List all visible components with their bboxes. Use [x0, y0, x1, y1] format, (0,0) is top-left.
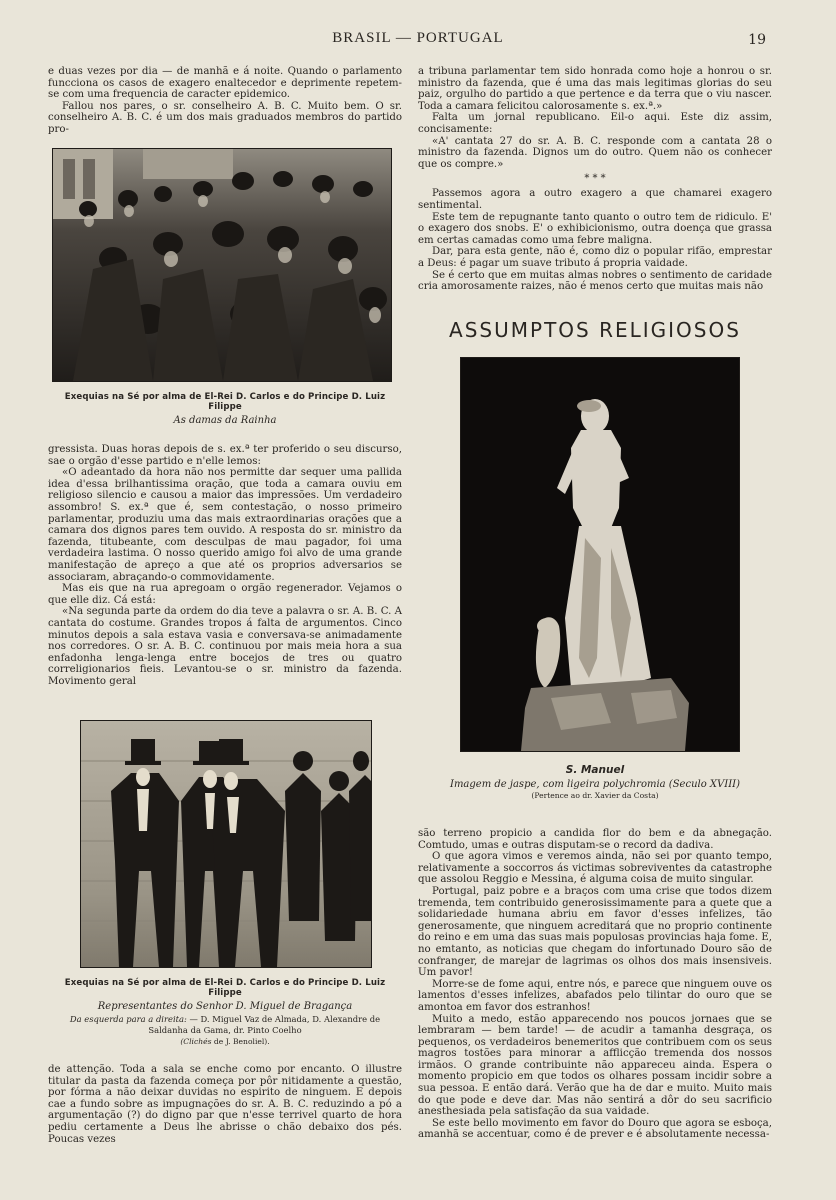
- paragraph: Mas eis que na rua apregoam o orgão regenerador. Vejamos o que elle diz. Cá está:: [48, 583, 402, 606]
- photo-ladies-of-queen: [52, 148, 392, 382]
- caption-title: Exequias na Sé por alma de El-Rei D. Carlos e do Principe D. Luiz Filippe: [64, 978, 386, 998]
- caption-description: Imagem de jaspe, com ligeira polychromia (Seculo XVIII): [450, 779, 740, 790]
- caption-names: [48, 1014, 402, 1035]
- paragraph: Dar, para esta gente, não é, como diz o popular rifão, emprestar a Deus: é pagar um suave tributo á propria vaidade.: [418, 246, 772, 269]
- paragraph: Este tem de repugnante tanto quanto o outro tem de ridiculo. E' o exagero dos snobs. E' o exhibicionismo, outra doença que grassa em certas camadas como uma febre maligna.: [418, 211, 772, 246]
- caption-subtitle: Representantes do Senhor D. Miguel de Bragança: [97, 1001, 353, 1012]
- paragraph: Se este bello movimento em favor do Douro que agora se esboça, amanhã se accentuar, como é de prever e é absolutamente necessa-: [418, 1117, 772, 1141]
- paragraph: Morre-se de fome aqui, entre nós, e parece que ninguem ouve os lamentos d'esses infelizes, abafados pelo tilintar do ouro que se amontoa em favor dos estranhos!: [418, 978, 772, 1013]
- running-title: BRASIL — PORTUGAL: [332, 30, 504, 46]
- left-column-intro: [48, 66, 402, 136]
- paragraph: Muito a medo, estão apparecendo nos poucos jornaes que se lembraram — bem tarde! — de acudir a tamanha desgraça, os pequenos, os verdadeiros benemeritos que contribuem com os seus magros tostões para minorar a afflicção tremenda dos nossos irmãos. O grande contribuinte não appareceu ainda. Espera o momento propicio em que todos os olhares possam incidir sobre a sua pessoa. E então dará. Verão que ha de dar e muito. Muito mais do que pode e deve dar. Mas não sentirá a dôr do seu sacrificio anesthesiada pela satisfação da sua vaidade.: [418, 1013, 772, 1118]
- caption-names-list: — D. Miguel Vaz de Almada, D. Alexandre de Saldanha da Gama, dr. Pinto Coelho: [148, 1014, 381, 1035]
- right-column-body: [418, 828, 772, 1141]
- paragraph: Portugal, paiz pobre e a braços com uma crise que todos dizem tremenda, tem contribuido generosissimamente para a quete que a solidariedade humana abriu em favor d'esses infelizes, tão generosamente, que ninguem acreditará que no proprio continente do reino e em uma das suas mais populosas provincias haja fome. E, no emtanto, as noticias que chegam do infortunado Douro são de confranger, de marejar de lagrimas os olhos dos mais insensiveis. Um pavor!: [418, 885, 772, 979]
- caption-names-prefix: Da esquerda para a direita:: [69, 1014, 187, 1024]
- photo2-caption: [48, 978, 402, 1048]
- statue-image: [461, 358, 739, 751]
- caption-subtitle: As damas da Rainha: [173, 415, 277, 426]
- quote-paragraph: «Na segunda parte da ordem do dia teve a palavra o sr. A. B. C. A cantata do costume. Grandes tropos á falta de argumentos. Cinco minutos depois a sala estava vasia e conversava-se animadamente nos corredores. O sr. A. B. C. continuou por mais meia hora a sua enfadonha lenga-lenga entre bocejos de tres ou quatro correligionarios fieis. Levantou-se o sr. ministro da fazenda. Movimento geral: [48, 606, 402, 687]
- caption-credit: [48, 1037, 402, 1048]
- section-separator: * * *: [584, 173, 606, 185]
- paragraph: de attenção. Toda a sala se enche como por encanto. O illustre titular da pasta da fazenda começa por pôr nitidamente a questão, por fórma a não deixar duvidas no espirito de ninguem. E depois cae a fundo sobre as impugnações do sr. A. B. C. reduzindo a pó a argumentação (?) do digno par que n'esse terrivel quarto de hora pediu certamente a Deus lhe abrisse o chão debaixo dos pés. Poucas vezes: [48, 1064, 402, 1145]
- photo-statue-s-manuel: [460, 357, 740, 752]
- paragraph: gressista. Duas horas depois de s. ex.ª ter proferido o seu discurso, sae o orgão d'esse partido e n'elle lemos:: [48, 444, 402, 467]
- caption-owner: (Pertence ao dr. Xavier da Costa): [531, 791, 659, 800]
- paragraph: e duas vezes por dia — de manhã e á noite. Quando o parlamento funcciona os casos de exagero enaltecedor e deprimente repetem-se com uma frequencia de caracter epidemico.: [48, 66, 402, 101]
- page-header: [0, 30, 836, 50]
- left-column-end: [48, 1064, 402, 1145]
- photo1-caption: [48, 392, 402, 426]
- paragraph: Passemos agora a outro exagero a que chamarei exagero sentimental.: [418, 188, 772, 211]
- right-column-intro: [418, 66, 772, 293]
- page-number: 19: [748, 32, 766, 48]
- caption-credit-prefix: (Clichés: [180, 1037, 212, 1046]
- quote-paragraph: a tribuna parlamentar tem sido honrada como hoje a honrou o sr. ministro da fazenda, que é uma das mais legitimas glorias do seu paiz, orgulho do partido a que pertence e da terra que o viu nascer. Toda a camara felicitou calorosamente s. ex.ª.»: [418, 66, 772, 112]
- caption-title: S. Manuel: [565, 764, 625, 776]
- paragraph: são terreno propicio a candida flor do bem e da abnegação. Comtudo, umas e outras disputam-se o record da dadiva.: [418, 828, 772, 851]
- paragraph: Se é certo que em muitas almas nobres o sentimento de caridade cria amorosamente raizes, não é menos certo que muitas mais não: [418, 269, 772, 293]
- photo-crowd-image: [53, 149, 391, 381]
- paragraph: Falta um jornal republicano. Eil-o aqui. Este diz assim, concisamente:: [418, 112, 772, 135]
- photo-men-in-top-hats: [81, 721, 371, 967]
- statue-caption: [418, 764, 772, 802]
- paragraph: Fallou nos pares, o sr. conselheiro A. B. C. Muito bem. O sr. conselheiro A. B. C. é um dos mais graduados membros do partido pro-: [48, 100, 402, 135]
- quote-paragraph: «O adeantado da hora não nos permitte dar sequer uma pallida idea d'essa brilhantissima oração, que toda a camara ouviu em religioso silencio e causou a maior das impressões. Um verdadeiro assombro! S. ex.ª que é, sem contestação, o nosso primeiro parlamentar, produziu uma das mais extraordinarias orações que a camara dos dignos pares tem ouvido. A resposta do sr. ministro da fazenda, titubeante, com desculpas de mau pagador, foi uma verdadeira lastima. O nosso querido amigo foi alvo de uma grande manifestação de apreço a que até os proprios adversarios se associaram, abraçando-o commovidamente.: [48, 467, 402, 583]
- left-column-body: [48, 444, 402, 687]
- photo-representatives: [80, 720, 372, 968]
- section-heading: ASSUMPTOS RELIGIOSOS: [449, 318, 741, 342]
- caption-credit-text: de J. Benoliel).: [213, 1037, 270, 1046]
- paragraph: O que agora vimos e veremos ainda, não sei por quanto tempo, relativamente a soccorros ás victimas sobreviventes da catastrophe que assolou Reggio e Messina, é alguma coisa de muito singular.: [418, 851, 772, 886]
- quote-paragraph: «A' cantata 27 do sr. A. B. C. responde com a cantata 28 o ministro da fazenda. Dignos um do outro. Quem não os conhecer que os compre.»: [418, 135, 772, 170]
- caption-title: Exequias na Sé por alma de El-Rei D. Carlos e do Principe D. Luiz Filippe: [64, 392, 386, 412]
